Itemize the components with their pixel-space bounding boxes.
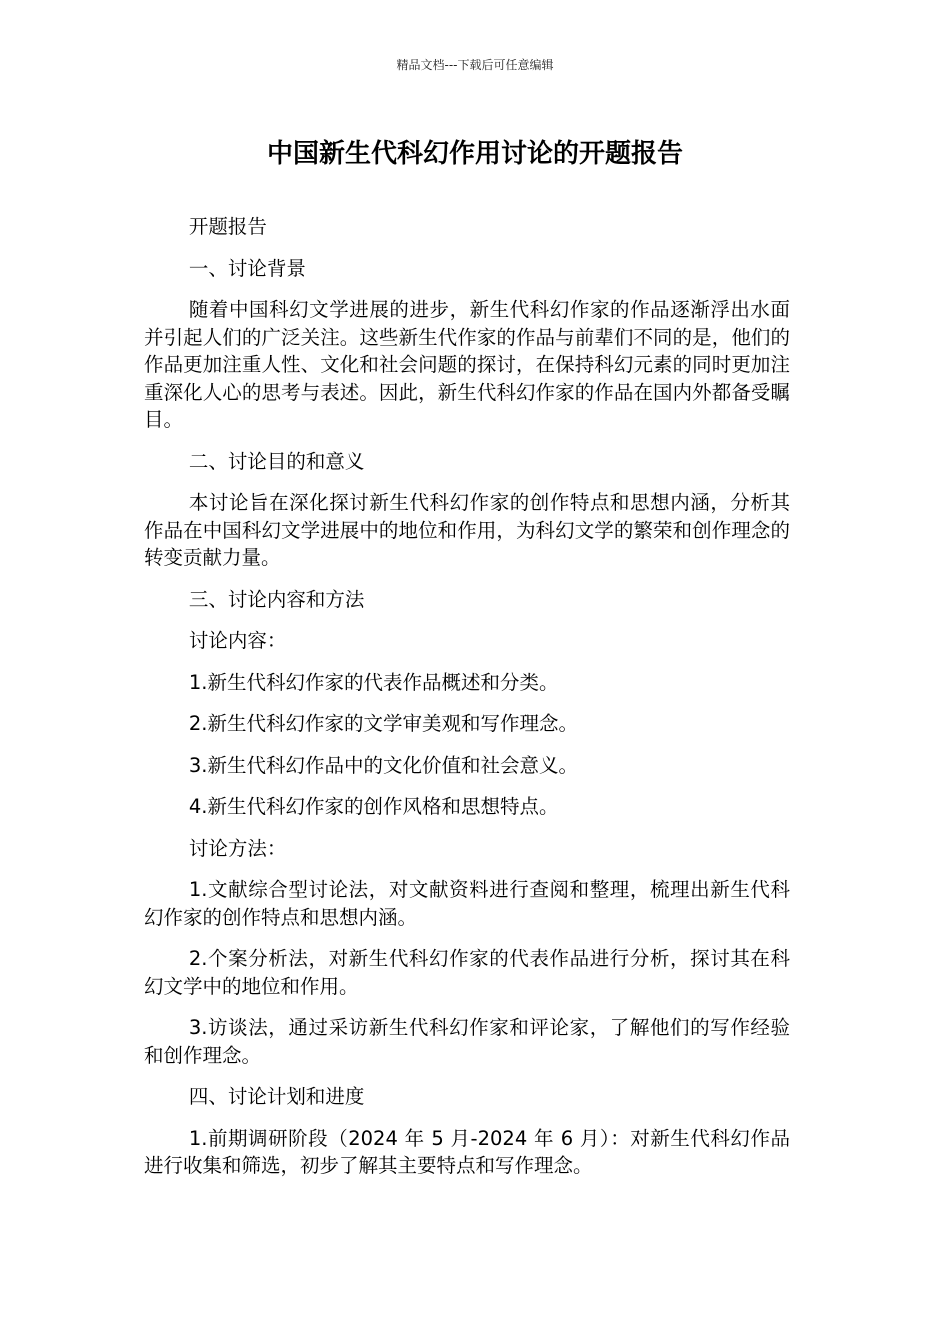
subheading-content: 讨论内容： [188,629,287,652]
list-item-content-4: 4.新生代科幻作家的创作风格和思想特点。 [188,795,559,818]
paragraph-purpose: 本讨论旨在深化探讨新生代科幻作家的创作特点和思想内涵，分析其作品在中国科幻文学进展中的地位和作用，为科幻文学的繁荣和创作理念的转变贡献力量。 [144,491,790,569]
list-item-method-1: 1.文献综合型讨论法，对文献资料进行查阅和整理，梳理出新生代科幻作家的创作特点和思想内涵。 [144,878,790,929]
section-heading-background: 一、讨论背景 [188,256,306,280]
list-item-content-1: 1.新生代科幻作家的代表作品概述和分类。 [188,670,559,694]
document-body [144,213,790,1194]
list-item-method-2: 2.个案分析法，对新生代科幻作家的代表作品进行分析，探讨其在科幻文学中的地位和作用。 [144,947,790,998]
subheading-method: 讨论方法： [188,836,287,860]
section-heading-content-method: 三、讨论内容和方法 [188,587,365,611]
running-header: 精品文档---下载后可任意编辑 [396,58,554,72]
document-title: 中国新生代科幻作用讨论的开题报告 [266,139,683,169]
section-heading-purpose: 二、讨论目的和意义 [188,449,365,473]
list-item-plan-1: 1.前期调研阶段（2024 年 5 月-2024 年 6 月）：对新生代科幻作品进行收集和筛选，初步了解其主要特点和写作理念。 [144,1126,790,1177]
paragraph-background: 随着中国科幻文学进展的进步，新生代科幻作家的作品逐渐浮出水面并引起人们的广泛关注。这些新生代作家的作品与前辈们不同的是，他们的作品更加注重人性、文化和社会问题的探讨，在保持科幻元素的同时更加注重深化人心的思考与表述。因此，新生代科幻作家的作品在国内外都备受瞩目。 [144,298,790,431]
list-item-content-3: 3.新生代科幻作品中的文化价值和社会意义。 [188,753,578,777]
section-label-report: 开题报告 [188,215,267,238]
section-heading-plan: 四、讨论计划和进度 [188,1085,365,1108]
list-item-method-3: 3.访谈法，通过采访新生代科幻作家和评论家，了解他们的写作经验和创作理念。 [144,1016,790,1067]
list-item-content-2: 2.新生代科幻作家的文学审美观和写作理念。 [188,712,578,735]
